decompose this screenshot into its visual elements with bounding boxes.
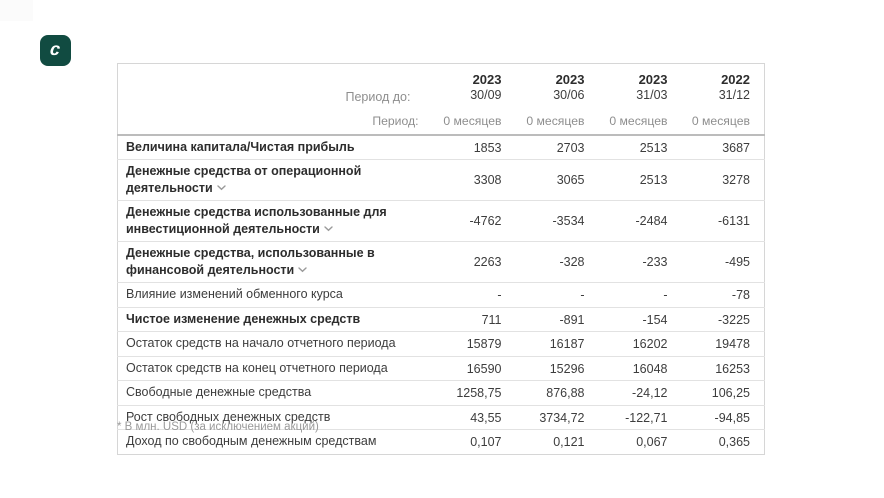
period-value: 0 месяцев (682, 109, 765, 135)
row-label-cell (118, 135, 433, 160)
cell-value: 876,88 (516, 381, 599, 406)
cell-value: -3225 (682, 307, 765, 332)
cell-value: -328 (516, 242, 599, 283)
cell-value: 2513 (599, 135, 682, 160)
table-row (118, 160, 765, 201)
column-year: 2023 (638, 72, 668, 87)
table-row (118, 430, 765, 455)
cell-value: -24,12 (599, 381, 682, 406)
row-label-cell (118, 356, 433, 381)
row-label-cell (118, 307, 433, 332)
cell-value: 0,107 (433, 430, 516, 455)
cell-value: -495 (682, 242, 765, 283)
row-label: Доход по свободным денежным средствам (126, 434, 377, 449)
cell-value: 2263 (433, 242, 516, 283)
cell-value: 0,121 (516, 430, 599, 455)
period-value: 0 месяцев (599, 109, 682, 135)
table-row (118, 356, 765, 381)
column-year: 2022 (721, 72, 750, 87)
cell-value: 2513 (599, 160, 682, 201)
row-label: Рост свободных денежных средств (126, 409, 331, 424)
column-date: 30/06 (553, 88, 585, 103)
cell-value: 16253 (682, 356, 765, 381)
cell-value: 3278 (682, 160, 765, 201)
cell-value: 19478 (682, 332, 765, 357)
chevron-down-icon[interactable] (217, 180, 226, 196)
cell-value: -78 (682, 283, 765, 308)
row-label: Денежные средства, использованные в финансовой деятельности (126, 246, 375, 277)
row-label-cell[interactable] (118, 242, 433, 283)
period-to-row (118, 64, 765, 109)
row-label-cell (118, 283, 433, 308)
table-row (118, 283, 765, 308)
cell-value: 1853 (433, 135, 516, 160)
cell-value: -4762 (433, 201, 516, 242)
financial-table-container (117, 63, 765, 455)
row-label: Остаток средств на начало отчетного периода (126, 336, 396, 351)
cell-value: 16048 (599, 356, 682, 381)
cell-value: 1258,75 (433, 381, 516, 406)
cell-value: 3687 (682, 135, 765, 160)
cell-value: -233 (599, 242, 682, 283)
period-value: 0 месяцев (516, 109, 599, 135)
financial-table (117, 63, 765, 455)
column-header (599, 64, 682, 109)
row-label-cell (118, 381, 433, 406)
cell-value: -891 (516, 307, 599, 332)
app-logo[interactable] (40, 35, 71, 66)
row-label: Денежные средства от операционной деятельности (126, 164, 362, 195)
period-value: 0 месяцев (433, 109, 516, 135)
column-date: 31/12 (718, 88, 750, 103)
row-label: Величина капитала/Чистая прибыль (126, 139, 355, 154)
footnote: * В млн. USD (за исключением акций) (117, 421, 319, 433)
row-label: Денежные средства использованные для инвестиционной деятельности (126, 205, 387, 236)
column-year: 2023 (472, 72, 502, 87)
cell-value: -6131 (682, 201, 765, 242)
cell-value: 16590 (433, 356, 516, 381)
row-label-cell (118, 332, 433, 357)
cell-value: 0,067 (599, 430, 682, 455)
cell-value: - (433, 283, 516, 308)
column-date: 30/09 (470, 88, 502, 103)
cell-value: - (516, 283, 599, 308)
row-label-cell (118, 430, 433, 455)
table-row (118, 135, 765, 160)
row-label-cell[interactable] (118, 201, 433, 242)
cell-value: -94,85 (682, 405, 765, 430)
cell-value: 15296 (516, 356, 599, 381)
cell-value: 0,365 (682, 430, 765, 455)
cell-value: 711 (433, 307, 516, 332)
cell-value: -2484 (599, 201, 682, 242)
row-label: Влияние изменений обменного курса (126, 287, 343, 302)
column-header (682, 64, 765, 109)
cell-value: 43,55 (433, 405, 516, 430)
cell-value: 3308 (433, 160, 516, 201)
table-row (118, 201, 765, 242)
cell-value: -3534 (516, 201, 599, 242)
cell-value: 3065 (516, 160, 599, 201)
cell-value: 3734,72 (516, 405, 599, 430)
period-label: Период: (118, 109, 433, 135)
cell-value: 106,25 (682, 381, 765, 406)
cell-value: 15879 (433, 332, 516, 357)
column-year: 2023 (555, 72, 585, 87)
cell-value: - (599, 283, 682, 308)
column-date: 31/03 (636, 88, 668, 103)
table-row (118, 381, 765, 406)
cell-value: -154 (599, 307, 682, 332)
cell-value: 2703 (516, 135, 599, 160)
row-label: Свободные денежные средства (126, 385, 312, 400)
chevron-down-icon[interactable] (298, 262, 307, 278)
table-row (118, 242, 765, 283)
cell-value: -122,71 (599, 405, 682, 430)
cell-value: 16187 (516, 332, 599, 357)
row-label-cell[interactable] (118, 160, 433, 201)
row-label: Остаток средств на конец отчетного периода (126, 360, 388, 375)
chevron-down-icon[interactable] (324, 221, 333, 237)
period-row (118, 109, 765, 135)
corner-artifact (0, 0, 33, 21)
period-to-label: Период до: (345, 89, 411, 104)
table-row (118, 332, 765, 357)
row-label: Чистое изменение денежных средств (126, 311, 361, 326)
cell-value: 16202 (599, 332, 682, 357)
table-body (118, 135, 765, 455)
column-header (433, 64, 516, 109)
logo-letter-icon: c (49, 39, 62, 59)
column-header (516, 64, 599, 109)
table-row (118, 307, 765, 332)
